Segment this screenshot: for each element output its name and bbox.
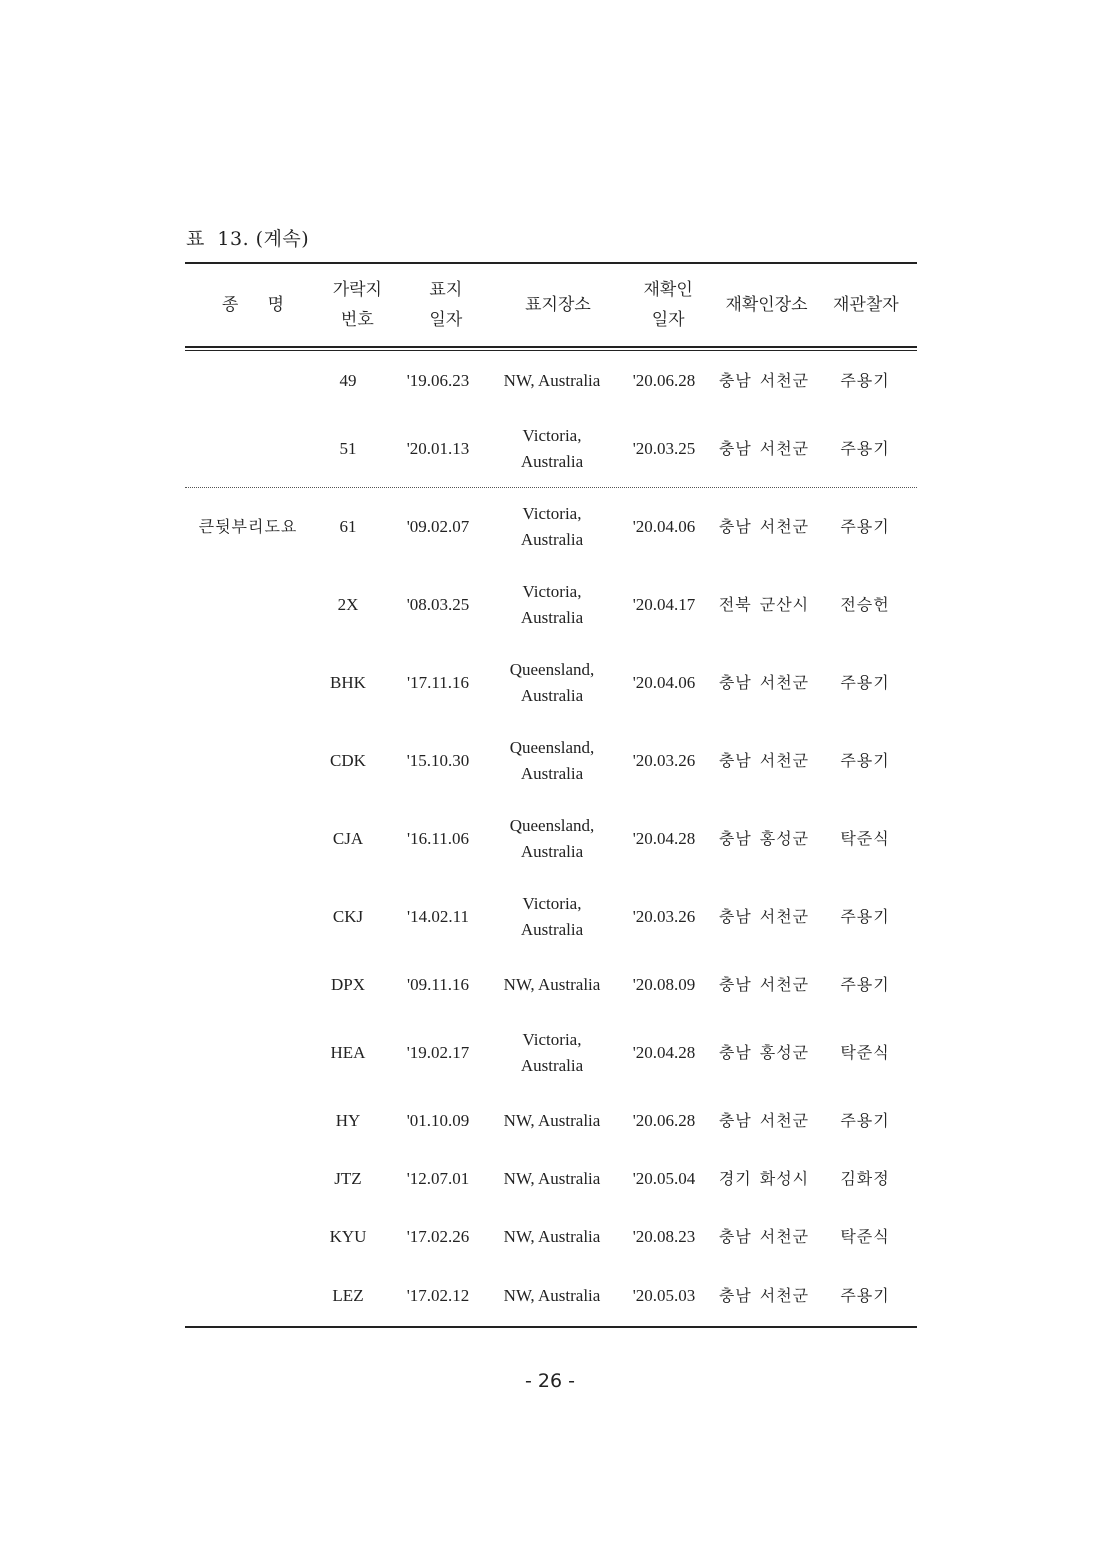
recapture-place-cell: [715, 1283, 813, 1309]
header-species: 종 명: [221, 295, 297, 315]
banding-place-cell: [491, 972, 613, 998]
table-header-row: [185, 264, 917, 346]
banding-place-cell: [491, 735, 613, 787]
header-recapture-date: 재확인 일자: [643, 280, 693, 330]
banding-date-cell: '09.02.07: [406, 517, 470, 536]
banding-date-cell: '09.11.16: [407, 975, 469, 994]
recapture-date-cell: '20.04.28: [632, 829, 696, 848]
observer-cell: 주용기: [840, 907, 890, 926]
table-row: [185, 1266, 917, 1326]
observer-cell: 탁준식: [840, 829, 890, 848]
banding-place-line: NW, Australia: [503, 975, 601, 994]
observer-cell: 탁준식: [840, 1227, 890, 1246]
ring-number-cell: BHK: [330, 673, 366, 692]
banding-place-line: Australia: [520, 452, 584, 471]
banding-place-cell: [491, 1027, 613, 1079]
table-row: [185, 878, 917, 956]
recapture-region: 충남: [718, 829, 752, 848]
recapture-district: 서천군: [759, 517, 810, 536]
table-row: [185, 644, 917, 722]
recapture-place-cell: [715, 514, 813, 540]
observer-cell: 주용기: [840, 1286, 890, 1305]
table-row: [185, 566, 917, 644]
observer-cell: 전승헌: [840, 595, 890, 614]
ring-number-cell: CKJ: [332, 907, 364, 926]
recapture-date-cell: '20.04.17: [632, 595, 696, 614]
table-row: [185, 1150, 917, 1208]
banding-place-line: NW, Australia: [503, 1111, 601, 1130]
banding-date-cell: '20.01.13: [406, 439, 470, 458]
recapture-region: 충남: [718, 1111, 752, 1130]
recapture-region: 충남: [718, 517, 752, 536]
recapture-region: 충남: [718, 673, 752, 692]
recapture-region: 충남: [718, 439, 752, 458]
recapture-date-cell: '20.05.04: [632, 1169, 696, 1188]
recapture-district: 서천군: [759, 975, 810, 994]
table-row: [185, 411, 917, 487]
banding-place-cell: [491, 501, 613, 553]
table-group-2: [185, 488, 917, 1326]
banding-place-line: NW, Australia: [503, 1286, 601, 1305]
recapture-place-cell: [715, 1166, 813, 1192]
banding-date-cell: '16.11.06: [407, 829, 469, 848]
header-banding-date: 표지 일자: [429, 280, 463, 330]
banding-place-line: Queensland,: [509, 816, 595, 835]
banding-place-cell: [491, 1224, 613, 1250]
table-bottom-rule: [185, 1326, 917, 1328]
ring-number-cell: 2X: [337, 595, 359, 614]
recapture-district: 서천군: [759, 751, 810, 770]
table-row: [185, 956, 917, 1014]
recapture-district: 군산시: [759, 595, 810, 614]
recapture-region: 전북: [718, 595, 752, 614]
banding-date-cell: '15.10.30: [406, 751, 470, 770]
species-cell: 큰뒷부리도요: [198, 517, 298, 536]
banding-place-cell: [491, 579, 613, 631]
header-recapture-place: 재확인장소: [725, 295, 808, 315]
banding-place-cell: [491, 1166, 613, 1192]
recapture-region: 충남: [718, 1286, 752, 1305]
ring-number-cell: 61: [339, 517, 357, 536]
banding-place-line: Australia: [520, 530, 584, 549]
recapture-place-cell: [715, 904, 813, 930]
banding-place-cell: [491, 1283, 613, 1309]
caption-label: 표: [186, 228, 205, 250]
data-table: [185, 262, 917, 1328]
recapture-district: 서천군: [759, 673, 810, 692]
table-row: [185, 1208, 917, 1266]
recapture-district: 서천군: [759, 371, 810, 390]
recapture-place-cell: [715, 436, 813, 462]
banding-place-cell: [491, 1108, 613, 1134]
banding-place-cell: [491, 657, 613, 709]
table-group-1: [185, 351, 917, 487]
ring-number-cell: HY: [335, 1111, 361, 1130]
recapture-district: 서천군: [759, 1227, 810, 1246]
banding-place-line: Victoria,: [522, 426, 582, 445]
ring-number-cell: 51: [339, 439, 357, 458]
ring-number-cell: 49: [339, 371, 357, 390]
recapture-date-cell: '20.04.28: [632, 1043, 696, 1062]
recapture-date-cell: '20.03.25: [632, 439, 696, 458]
recapture-date-cell: '20.08.09: [632, 975, 696, 994]
banding-place-line: NW, Australia: [503, 371, 601, 390]
caption-title: 13. (계속): [217, 228, 310, 250]
recapture-date-cell: '20.04.06: [632, 673, 696, 692]
banding-place-cell: [491, 368, 613, 394]
recapture-district: 화성시: [759, 1169, 810, 1188]
header-ring-number: 가락지 번호: [332, 280, 382, 330]
ring-number-cell: LEZ: [332, 1286, 364, 1305]
observer-cell: 주용기: [840, 517, 890, 536]
banding-date-cell: '19.02.17: [406, 1043, 470, 1062]
ring-number-cell: CJA: [332, 829, 364, 848]
observer-cell: 주용기: [840, 371, 890, 390]
observer-cell: 주용기: [840, 1111, 890, 1130]
banding-place-line: Australia: [520, 920, 584, 939]
recapture-region: 충남: [718, 975, 752, 994]
recapture-place-cell: [715, 1108, 813, 1134]
recapture-date-cell: '20.03.26: [632, 907, 696, 926]
banding-date-cell: '17.02.26: [406, 1227, 470, 1246]
recapture-region: 충남: [718, 1043, 752, 1062]
banding-place-line: Australia: [520, 686, 584, 705]
ring-number-cell: KYU: [329, 1227, 367, 1246]
recapture-date-cell: '20.03.26: [632, 751, 696, 770]
recapture-region: 경기: [718, 1169, 752, 1188]
header-observer: 재관찰자: [833, 295, 899, 315]
banding-place-line: NW, Australia: [503, 1169, 601, 1188]
banding-date-cell: '01.10.09: [406, 1111, 470, 1130]
table-row: [185, 351, 917, 411]
banding-place-line: Australia: [520, 842, 584, 861]
observer-cell: 주용기: [840, 439, 890, 458]
banding-place-line: Queensland,: [509, 738, 595, 757]
recapture-place-cell: [715, 748, 813, 774]
ring-number-cell: CDK: [330, 751, 366, 770]
banding-date-cell: '17.02.12: [406, 1286, 470, 1305]
banding-place-line: Australia: [520, 764, 584, 783]
recapture-region: 충남: [718, 371, 752, 390]
observer-cell: 주용기: [840, 975, 890, 994]
banding-place-cell: [491, 423, 613, 475]
recapture-district: 서천군: [759, 907, 810, 926]
recapture-region: 충남: [718, 751, 752, 770]
banding-place-line: Queensland,: [509, 660, 595, 679]
banding-place-line: NW, Australia: [503, 1227, 601, 1246]
observer-cell: 탁준식: [840, 1043, 890, 1062]
page-number: - 26 -: [525, 1370, 575, 1392]
recapture-district: 서천군: [759, 1111, 810, 1130]
ring-number-cell: HEA: [330, 1043, 366, 1062]
recapture-date-cell: '20.04.06: [632, 517, 696, 536]
recapture-date-cell: '20.06.28: [632, 371, 696, 390]
table-row: [185, 1014, 917, 1092]
recapture-place-cell: [715, 1224, 813, 1250]
banding-place-line: Australia: [520, 1056, 584, 1075]
recapture-district: 홍성군: [759, 1043, 810, 1062]
banding-date-cell: '12.07.01: [406, 1169, 470, 1188]
recapture-district: 서천군: [759, 439, 810, 458]
recapture-place-cell: [715, 592, 813, 618]
banding-place-cell: [491, 891, 613, 943]
banding-place-line: Victoria,: [522, 1030, 582, 1049]
banding-place-line: Victoria,: [522, 894, 582, 913]
table-row: [185, 800, 917, 878]
recapture-place-cell: [715, 670, 813, 696]
observer-cell: 주용기: [840, 751, 890, 770]
recapture-place-cell: [715, 826, 813, 852]
table-row: [185, 488, 917, 566]
recapture-district: 홍성군: [759, 829, 810, 848]
banding-place-line: Australia: [520, 608, 584, 627]
recapture-date-cell: '20.08.23: [632, 1227, 696, 1246]
banding-date-cell: '19.06.23: [406, 371, 470, 390]
ring-number-cell: DPX: [330, 975, 365, 994]
recapture-date-cell: '20.06.28: [632, 1111, 696, 1130]
recapture-region: 충남: [718, 1227, 752, 1246]
banding-date-cell: '08.03.25: [406, 595, 470, 614]
table-caption: [186, 224, 309, 251]
recapture-district: 서천군: [759, 1286, 810, 1305]
recapture-place-cell: [715, 1040, 813, 1066]
ring-number-cell: JTZ: [334, 1169, 362, 1188]
recapture-date-cell: '20.05.03: [632, 1286, 696, 1305]
table-row: [185, 1092, 917, 1150]
banding-date-cell: '14.02.11: [407, 907, 469, 926]
header-banding-place: 표지장소: [525, 295, 591, 315]
recapture-place-cell: [715, 972, 813, 998]
recapture-place-cell: [715, 368, 813, 394]
banding-place-cell: [491, 813, 613, 865]
banding-place-line: Victoria,: [522, 504, 582, 523]
banding-date-cell: '17.11.16: [407, 673, 469, 692]
table-row: [185, 722, 917, 800]
recapture-region: 충남: [718, 907, 752, 926]
observer-cell: 김화정: [840, 1169, 890, 1188]
banding-place-line: Victoria,: [522, 582, 582, 601]
observer-cell: 주용기: [840, 673, 890, 692]
